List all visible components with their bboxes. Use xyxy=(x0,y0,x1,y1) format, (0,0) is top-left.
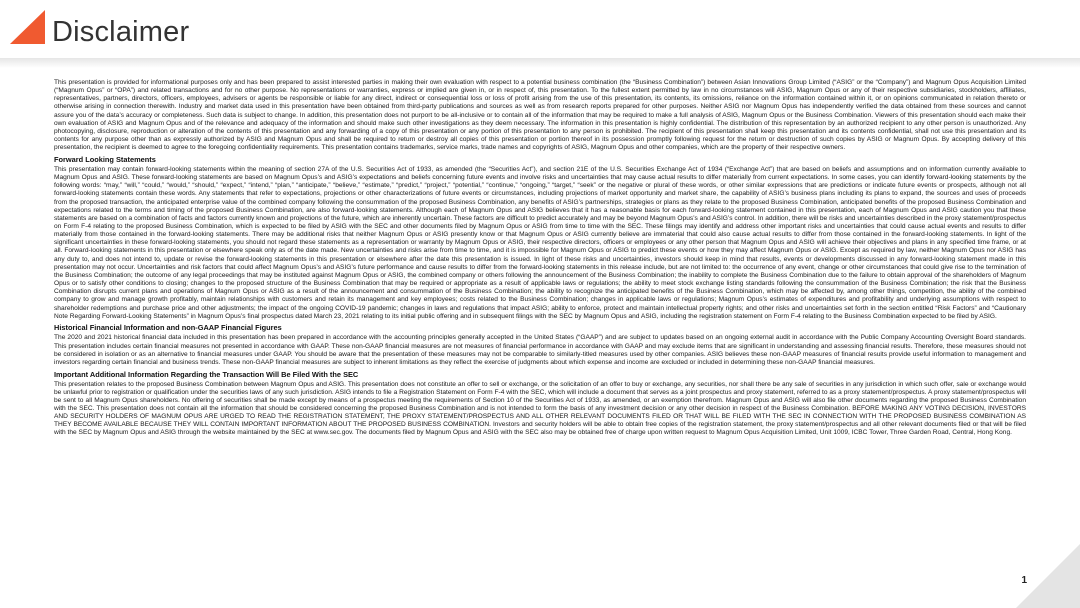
sec-filing-paragraph: This presentation relates to the proposed Business Combination between Magnum Opus and ASIG. This presentation does not constitute an offer to sell or exchange, or the solicitation of an offer to buy or exchange, any securities, nor shall there be any sale of securities in any jurisdiction in which such offer, sale or exchange would be unlawful prior to registration or qualification under the securities laws of any such jurisdiction. ASIG intends to file a Registration Statement on Form F-4 with the SEC, which will include a document that serves as a joint prospectus and proxy statement, referred to as a proxy statement/prospectus. A proxy statement/prospectus will be sent to all Magnum Opus shareholders. No offering of securities shall be made except by means of a prospectus meeting the requirements of Section 10 of the Securities Act of 1933, as amended, or an exemption therefrom. Magnum Opus and ASIG will also file other documents regarding the proposed Business Combination with the SEC. This presentation does not contain all the information that should be considered concerning the proposed Business Combination and is not intended to form the basis of any investment decision or any other decision in respect of the Business Combination. BEFORE MAKING ANY VOTING DECISION, INVESTORS AND SECURITY HOLDERS OF MAGNUM OPUS ARE URGED TO READ THE REGISTRATION STATEMENT, THE PROXY STATEMENT/PROSPECTUS AND ALL OTHER RELEVANT DOCUMENTS FILED OR THAT WILL BE FILED WITH THE SEC IN CONNECTION WITH THE PROPOSED BUSINESS COMBINATION AS THEY BECOME AVAILABLE BECAUSE THEY WILL CONTAIN IMPORTANT INFORMATION ABOUT THE PROPOSED BUSINESS COMBINATION. Investors and security holders will be able to obtain free copies of the registration statement, the proxy statement/prospectus and all other relevant documents filed or that will be filed with the SEC by Magnum Opus and ASIG through the website maintained by the SEC at www.sec.gov. The documents filed by Magnum Opus and ASIG with the SEC also may be obtained free of charge upon written request to Magnum Opus Acquisition Limited, Unit 1009, ICBC Tower, Three Garden Road, Central, Hong Kong. xyxy=(54,380,1026,437)
historical-financial-paragraph: The 2020 and 2021 historical financial data included in this presentation has been prepared in accordance with the accounting principles generally accepted in the United States (“GAAP”) and are subject to updates based on an ongoing external audit in accordance with the Public Company Accounting Oversight Board standards. This presentation includes certain financial measures not presented in accordance with GAAP. These non-GAAP financial measures are not measures of financial performance in accordance with GAAP and may exclude items that are significant in understanding and assessing financial results. Therefore, these measures should not be considered in isolation or as an alternative to financial measures under GAAP. You should be aware that the presentation of these measures may not be comparable to similarly-titled measures used by other companies. ASIG believes these non-GAAP measures of financial results provide useful information to management and investors regarding certain financial and business trends. These non-GAAP financial measures are subject to inherent limitations as they reflect the exercise of judgments about which expense and income are excluded or included in determining these non-GAAP financial measures. xyxy=(54,334,1026,366)
section-heading-sec-filing: Important Additional Information Regarding the Transaction Will Be Filed With the SEC xyxy=(54,369,359,379)
slide-header xyxy=(0,0,1080,62)
page-number: 1 xyxy=(1021,575,1027,586)
page-corner-triangle xyxy=(1016,544,1080,608)
section-heading-historical-financial: Historical Financial Information and non-GAAP Financial Figures xyxy=(54,323,282,333)
disclaimer-body xyxy=(54,79,1026,559)
intro-paragraph: This presentation is provided for informational purposes only and has been prepared to assist interested parties in making their own evaluation with respect to a potential business combination (the “Business Combination”) between Asian Innovations Group Limited (“ASIG” or the “Company”) and Magnum Opus Acquisition Limited (“Magnum Opus” or “OPA”) and related transactions and for no other purpose. No representations or warranties, express or implied are given in, or in respect of, this presentation. To the fullest extent permitted by law in no circumstances will ASIG, Magnum Opus or any of their respective subsidiaries, stockholders, affiliates, representatives, partners, directors, officers, employees, advisers or agents be responsible or liable for any direct, indirect or consequential loss or loss of profit arising from the use of this presentation, its contents, its omissions, reliance on the information contained within it, or on opinions communicated in relation thereto or otherwise arising in connection therewith. Industry and market data used in this presentation have been obtained from third-party publications and sources as well as from research reports prepared for other purposes. Neither ASIG nor Magnum Opus has independently verified the data obtained from these sources and cannot assure you of the data’s accuracy or completeness. Such data is subject to change. In addition, this presentation does not purport to be all-inclusive or to contain all of the information that may be required to make a full analysis of ASIG, Magnum Opus or the Business Combination. Viewers of this presentation should each make their own evaluation of ASIG and Magnum Opus and of the relevance and adequacy of the information and should make such other investigations as they deem necessary. The information in this presentation is highly confidential. The distribution of this representation by an authorized recipient to any other person is unauthorized. Any photocopying, disclosure, reproduction or alteration of the contents of this presentation and any forwarding of a copy of this presentation or any portion of this presentation to any person is prohibited. The recipient of this presentation shall keep this presentation and its contents confidential, shall not use this presentation and its contents for any purpose other than as expressly authorized by ASIG and Magnum Opus and shall be required to return or destroy all copies of this presentation or portion thereof in its possession promptly following request for the return or destruction of such copies by ASIG or Magnum Opus. By accepting delivery of this presentation, the recipient is deemed to agree to the foregoing confidentiality requirements. This presentation contains trademarks, service marks, trade names and copyrights of ASIG, Magnum Opus and other companies, which are the property of their respective owners. xyxy=(54,79,1026,152)
orange-triangle-icon xyxy=(10,10,45,44)
section-heading-forward-looking: Forward Looking Statements xyxy=(54,154,156,164)
forward-looking-paragraph: This presentation may contain forward-looking statements within the meaning of section 27A of the U.S. Securities Act of 1933, as amended (the “Securities Act”), and section 21E of the U.S. Securities Exchange Act of 1934 (“Exchange Act”) that are based on beliefs and assumptions and on information currently available to Magnum Opus and ASIG. These forward-looking statements are based on Magnum Opus’s and ASIG’s expectations and beliefs concerning future events and involve risks and uncertainties that may cause actual results to differ materially from current expectations. In some cases, you can identify forward-looking statements by the following words: “may,” “will,” “could,” “would,” “should,” “expect,” “intend,” “plan,” “anticipate,” “believe,” “estimate,” “predict,” “project,” “potential,” “continue,” “ongoing,” “target,” “seek” or the negative or plural of these words, or other similar expressions that are predictions or indicate future events or prospects, although not all forward-looking statements contain these words. Any statements that refer to expectations, projections or other characterizations of future events or circumstances, including projections of market opportunity and market share, the capability of ASIG’s business plans including its plans to expand, the sources and uses of proceeds from the proposed transaction, the anticipated enterprise value of the combined company following the consummation of the proposed Business Combination, any benefits of ASIG’s partnerships, strategies or plans as they relate to the proposed Business Combination, anticipated benefits of the proposed Business Combination and expectations related to the terms and timing of the proposed Business Combination, are also forward-looking statements. Although each of Magnum Opus and ASIG believes that it has a reasonable basis for each forward-looking statement contained in this presentation, each of Magnum Opus and ASIG caution you that these statements are based on a combination of facts and factors currently known and projections of the future, which are inherently uncertain. These factors are difficult to predict accurately and may be beyond Magnum Opus’s and ASIG’s control. In addition, there will be risks and uncertainties described in the proxy statement/prospectus on Form F-4 relating to the proposed Business Combination, which is expected to be filed by ASIG with the SEC and other documents filed by Magnum Opus or ASIG from time to time with the SEC. These filings may identify and address other important risks and uncertainties that could cause actual events and results to differ materially from those contained in the forward-looking statements. There may be additional risks that neither Magnum Opus or ASIG presently know or that Magnum Opus or ASIG currently believe are immaterial that could also cause actual results to differ from those contained in the forward-looking statements. In light of the significant uncertainties in these forward-looking statements, you should not regard these statements as a representation or warranty by Magnum Opus or ASIG, their respective directors, officers or employees or any other person that Magnum Opus and ASIG will achieve their objectives and plans in any specified time frame, or at all. Forward-looking statements in this presentation or elsewhere speak only as of the date made. New uncertainties and risks arise from time to time, and it is impossible for Magnum Opus or ASIG to predict these events or how they may affect Magnum Opus or ASIG. Except as required by law, neither Magnum Opus nor ASIG has any duty to, and does not intend to, update or revise the forward-looking statements in this presentation or elsewhere after the date this presentation is issued. In light of these risks and uncertainties, investors should keep in mind that results, events or developments discussed in any forward-looking statement made in this presentation may not occur. Uncertainties and risk factors that could affect Magnum Opus’s and ASIG’s future performance and cause results to differ from the forward-looking statements in this release include, but are not limited to: the occurrence of any event, change or other circumstances that could give rise to the termination of the Business Combination; the outcome of any legal proceedings that may be instituted against Magnum Opus or ASIG, the combined company or others following the announcement of the Business Combination; the inability to complete the Business Combination due to the failure to obtain approval of the shareholders of Magnum Opus or to satisfy other conditions to closing; changes to the proposed structure of the Business Combination that may be required or appropriate as a result of applicable laws or regulations; the ability to meet stock exchange listing standards following the consummation of the Business Combination; the risk that the Business Combination disrupts current plans and operations of Magnum Opus or ASIG as a result of the announcement and consummation of the Business Combination; the ability to recognize the anticipated benefits of the Business Combination, which may be affected by, among other things, competition, the ability of the combined company to grow and manage growth profitably, maintain relationships with customers and retain its management and key employees; costs related to the Business Combination; changes in applicable laws or regulations; Magnum Opus’s estimates of expenditures and profitability and underlying assumptions with respect to shareholder redemptions and purchase price and other adjustments; the impact of the ongoing COVID-19 pandemic; changes in laws and regulations that impact ASIG; ability to enforce, protect and maintain intellectual property rights; and other risks and uncertainties set forth in the section entitled “Risk Factors” and “Cautionary Note Regarding Forward-Looking Statements” in Magnum Opus’s final prospectus dated March 23, 2021 relating to its initial public offering and in subsequent filings with the SEC by Magnum Opus and ASIG, including the registration statement on Form F-4 relating to the Business Combination expected to be filed by ASIG. xyxy=(54,165,1026,320)
page-title: Disclaimer xyxy=(52,16,190,48)
header-divider xyxy=(0,58,1080,68)
